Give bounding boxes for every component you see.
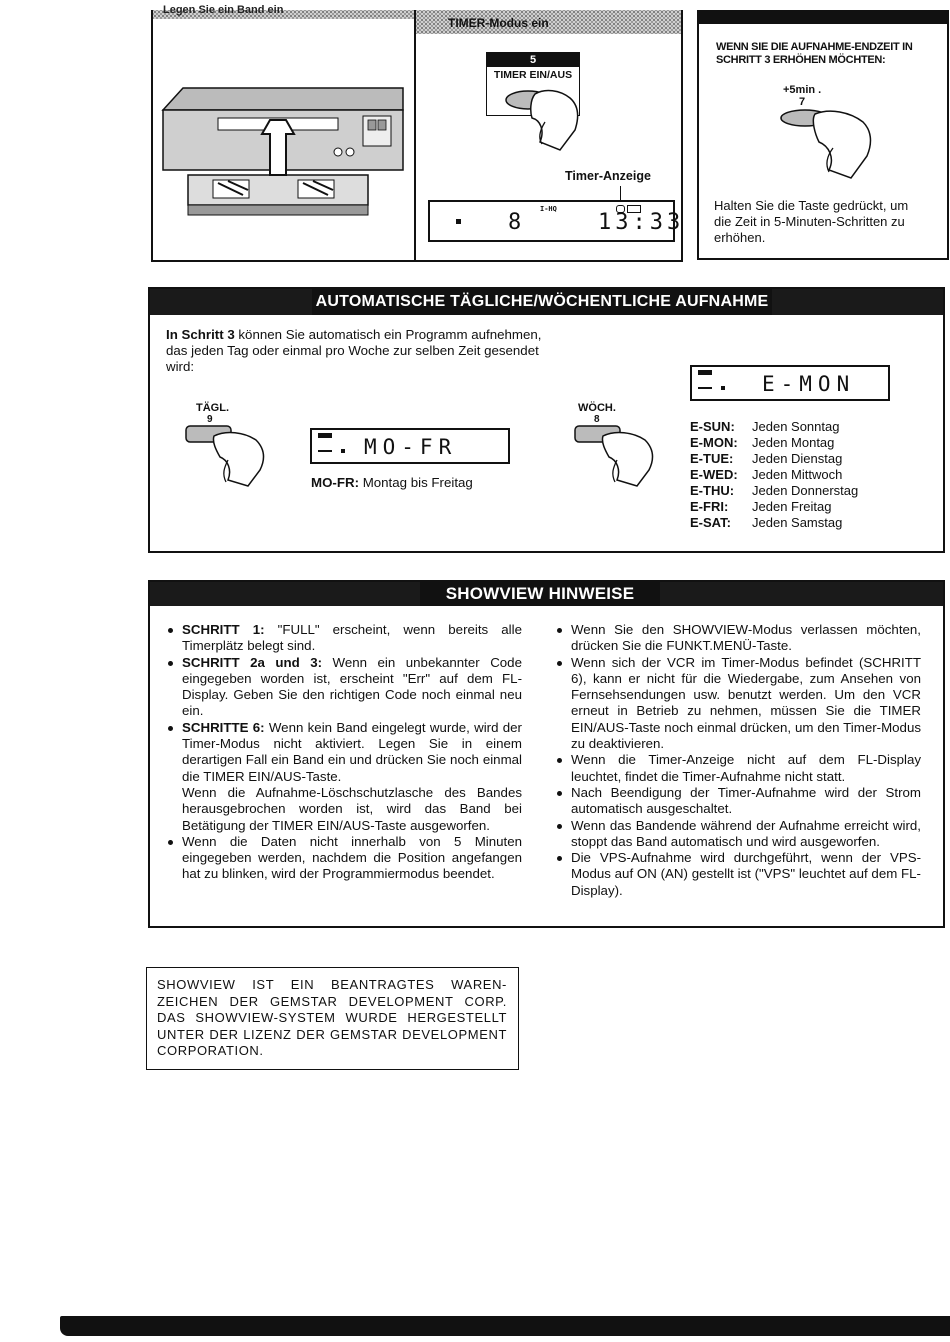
timer-button-num: 5 — [487, 53, 579, 67]
daily-label: TÄGL. — [196, 402, 229, 414]
legend-text: Jeden Mittwoch — [752, 467, 843, 482]
auto-record-heading — [312, 289, 772, 315]
auto-intro-text: können Sie automatisch ein Programm aufnehmen, das jeden Tag oder einmal pro Woche zur selben Zeit gesendet wird: — [166, 327, 542, 374]
legend-row — [690, 419, 858, 435]
endtime-title: WENN SIE DIE AUFNAHME-ENDZEIT IN SCHRITT 3 ERHÖHEN MÖCHTEN: — [716, 41, 913, 66]
weekly-display-icon — [698, 370, 712, 375]
showview-heading-text: SHOWVIEW HINWEISE — [445, 584, 635, 603]
list-item: Nach Beendigung der Timer-Aufnahme wird der Strom automatisch ausgeschaltet. — [555, 785, 921, 818]
auto-intro-bold: In Schritt 3 — [166, 327, 235, 342]
list-item — [166, 834, 522, 883]
auto-record-heading-text: AUTOMATISCHE TÄGLICHE/WÖCHENTLICHE AUFNAHME — [315, 293, 769, 310]
endtime-plus-label: +5min . — [783, 84, 822, 96]
weekly-legend — [690, 419, 858, 531]
daily-display-dash — [318, 450, 332, 452]
weekly-display — [690, 365, 890, 401]
endtime-hand-icon[interactable] — [775, 104, 885, 184]
list-item: Wenn sich der VCR im Timer-Modus befindet (SCHRITT 6), kann er nicht für die Wiedergabe, zum Ansehen von Fernsehsendungen usw. benutzt werden. Um den VCR erneut in Betrieb zu nehmen, müssen Sie die TIMER EIN/AUS-Taste noch einmal drücken, um den Timer-Modus zu deaktivieren. — [555, 655, 921, 753]
daily-display-dot — [341, 449, 345, 453]
step5-title: TIMER-Modus ein — [448, 16, 549, 30]
display-channel: 8 — [508, 210, 526, 235]
trademark-box — [146, 967, 519, 1070]
legend-key: E-WED: — [690, 467, 738, 482]
legend-key: E-FRI: — [690, 499, 729, 514]
note-bold: SCHRITT 1: — [182, 622, 265, 637]
note-text: Wenn die Daten nicht innerhalb von 5 Minuten eingegeben werden, nachdem die Position angefangen hat zu blinken, wird der Programmiermodus beendet. — [182, 833, 522, 882]
legend-row — [690, 435, 858, 451]
daily-num: 9 — [207, 414, 213, 425]
note-bold: SCHRITTE 6: — [182, 719, 265, 735]
legend-text: Jeden Samstag — [752, 515, 843, 530]
weekly-display-dot — [721, 386, 725, 390]
daily-button-hand-icon[interactable] — [184, 424, 274, 489]
list-item: Wenn Sie den SHOWVIEW-Modus verlassen möchten, drücken Sie die FUNKT.MENÜ-Taste. — [555, 622, 921, 655]
timer-button-hand-icon[interactable] — [500, 80, 590, 155]
legend-row — [690, 499, 858, 515]
legend-text: Jeden Sonntag — [752, 419, 840, 434]
daily-caption-key: MO-FR: — [311, 475, 359, 490]
legend-row — [690, 515, 858, 531]
legend-key: E-TUE: — [690, 451, 734, 466]
daily-caption-text: Montag bis Freitag — [359, 475, 473, 490]
vcr-illustration — [158, 80, 408, 230]
showview-left-list — [166, 622, 522, 883]
showview-heading — [420, 582, 660, 606]
list-item: Wenn das Bandende während der Aufnahme erreicht wird, stoppt das Band automatisch und wird ausgeworfen. — [555, 818, 921, 851]
timer-button-label: TIMER EIN/AUS — [493, 69, 573, 81]
legend-text: Jeden Montag — [752, 435, 835, 450]
note-text: "FULL" erscheint, wenn bereits alle Timerplätz belegt sind. — [182, 622, 522, 654]
list-item: Die VPS-Aufnahme wird durchgeführt, wenn der VPS-Modus auf ON (AN) gestellt ist ("VPS" leuchtet auf dem FL-Display). — [555, 850, 921, 899]
list-item: Wenn die Timer-Anzeige nicht auf dem FL-Display leuchtet, findet die Timer-Aufnahme nicht statt. — [555, 752, 921, 785]
weekly-display-dash — [698, 387, 712, 389]
daily-display-icon — [318, 433, 332, 438]
legend-key: E-SAT: — [690, 515, 731, 530]
display-time: 13:33 — [598, 210, 685, 235]
step4-title: Legen Sie ein Band ein — [163, 4, 284, 16]
auto-intro — [166, 327, 566, 375]
legend-text: Jeden Donnerstag — [752, 483, 859, 498]
showview-right-list — [555, 622, 921, 899]
display-cassette-icon — [627, 205, 641, 213]
timer-indicator-label: Timer-Anzeige — [565, 169, 651, 183]
endtime-key-num: 7 — [799, 96, 806, 108]
display-timer-icon — [616, 205, 625, 213]
legend-key: E-THU: — [690, 483, 735, 498]
trademark-text: SHOWVIEW IST EIN BEANTRAGTES WAREN-ZEICHEN DER GEMSTAR DEVELOPMENT CORP. DAS SHOWVIEW-SYSTEM WURDE HERGESTELLT UNTER DER LIZENZ DER GEMSTAR DEVELOPMENT CORPORATION. — [157, 977, 507, 1058]
legend-row — [690, 483, 858, 499]
display-record-indicator — [456, 219, 461, 224]
daily-caption — [311, 475, 473, 490]
weekly-num: 8 — [594, 414, 600, 425]
note-text: Wenn kein Band eingelegt wurde, wird der Timer-Modus nicht aktiviert. Legen Sie in einem derartigen Fall ein Band ein und drücken Sie noch einmal die TIMER EIN/AUS-Taste. — [182, 719, 522, 784]
list-item — [166, 622, 522, 655]
weekly-display-text: E-MON — [762, 372, 856, 396]
legend-row — [690, 467, 858, 483]
bottom-scan-edge — [60, 1316, 950, 1336]
display-mode: I-HQ — [540, 205, 557, 213]
legend-key: E-MON: — [690, 435, 738, 450]
legend-row — [690, 451, 858, 467]
legend-key: E-SUN: — [690, 419, 735, 434]
legend-text: Jeden Freitag — [752, 499, 832, 514]
weekly-button-hand-icon[interactable] — [573, 424, 663, 489]
step5-title-strip — [416, 10, 681, 34]
note-bold: SCHRITT 2a und 3: — [182, 654, 323, 670]
daily-display — [310, 428, 510, 464]
list-item — [166, 655, 522, 720]
endtime-text: Halten Sie die Taste gedrückt, um die Zeit in 5-Minuten-Schritten zu erhöhen. — [714, 198, 909, 245]
list-item — [166, 720, 522, 834]
note-text: Wenn ein unbekannter Code eingegeben worden ist, erscheint "Err" auf dem FL-Display. Geben Sie den richtigen Code noch einmal neu ein. — [182, 654, 522, 719]
step4-title-strip — [153, 4, 414, 19]
daily-display-text: MO-FR — [364, 435, 458, 459]
weekly-label: WÖCH. — [578, 402, 616, 414]
legend-text: Jeden Dienstag — [752, 451, 843, 466]
fl-display — [428, 200, 685, 242]
note-extra: Wenn die Aufnahme-Löschschutzlasche des Bandes herausgebrochen worden ist, wird das Band bei Betätigung der TIMER EIN/AUS-Taste ausgeworfen. — [182, 784, 522, 833]
